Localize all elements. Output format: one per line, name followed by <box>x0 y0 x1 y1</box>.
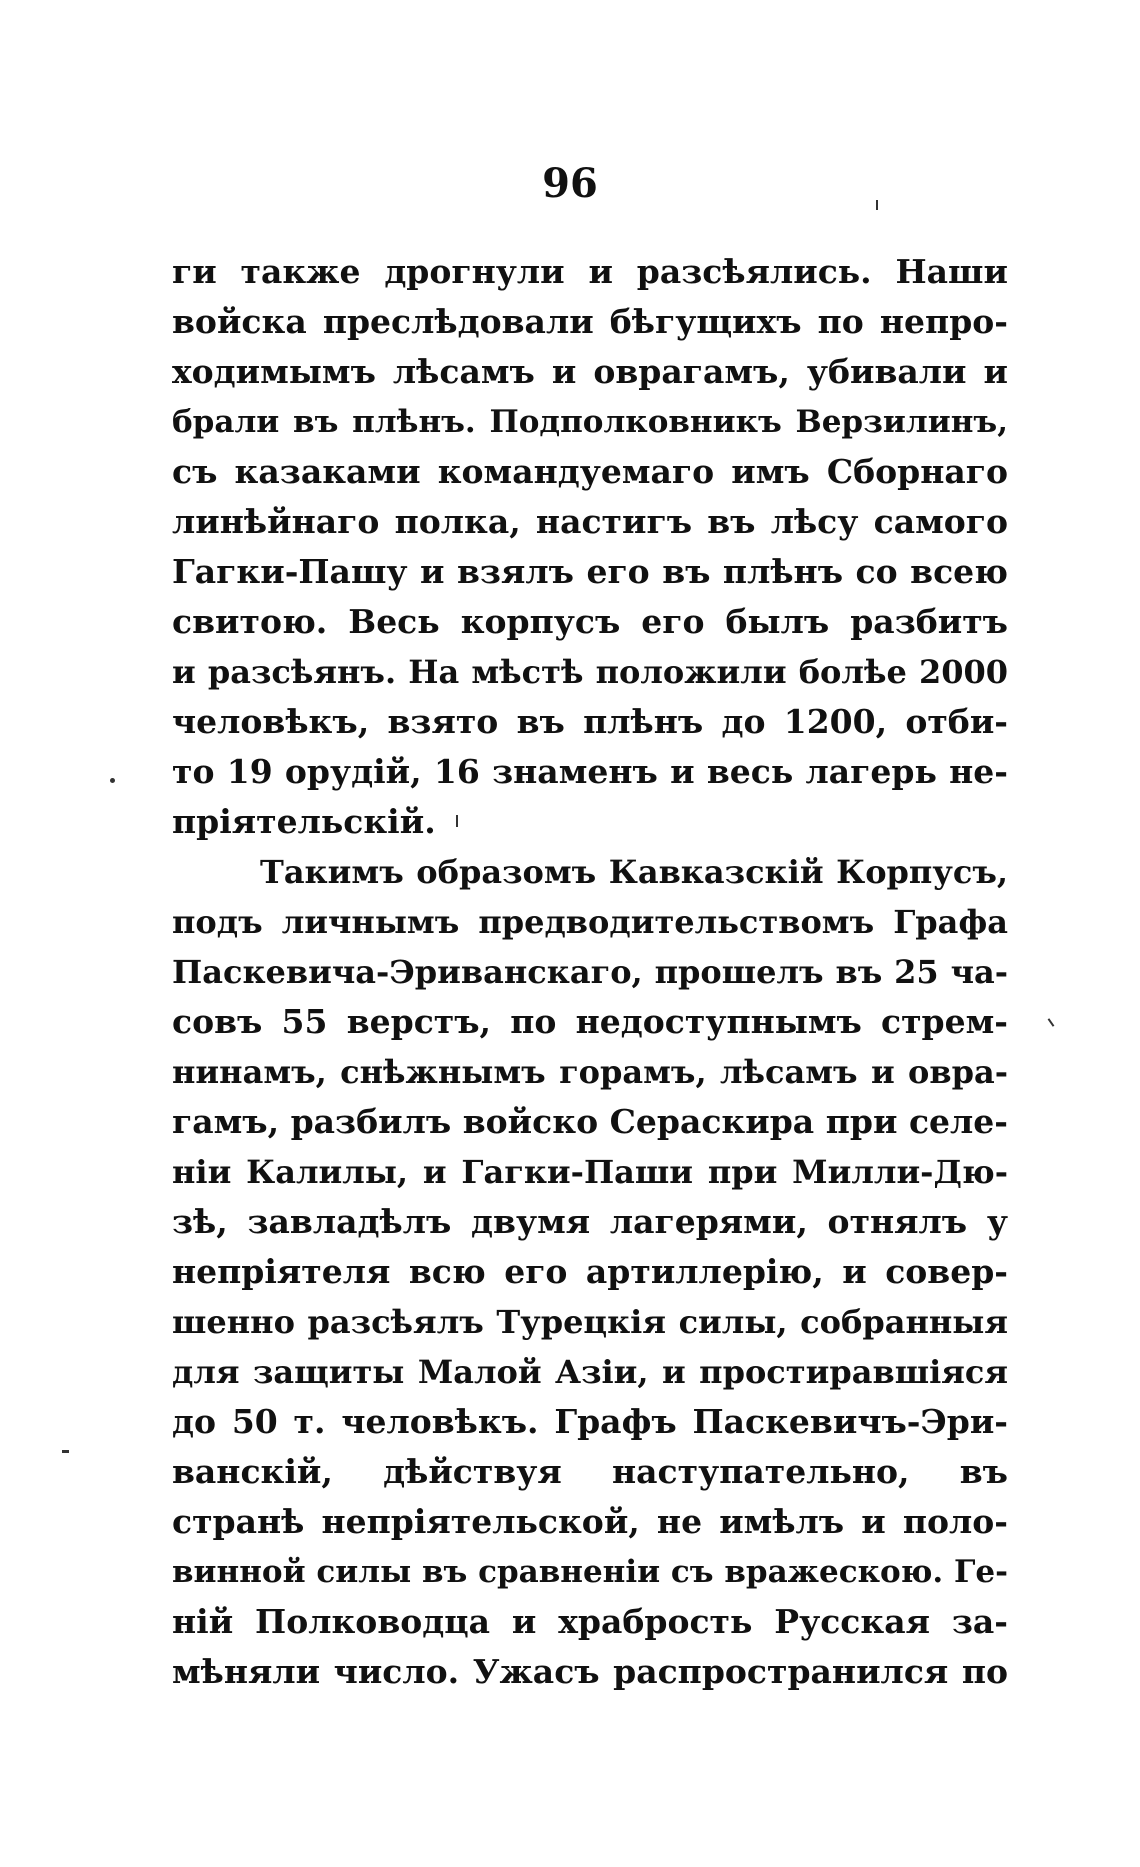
text-line: совъ 55 верстъ, по недоступнымъ стрем- <box>172 1002 1008 1041</box>
text-line: для защиты Малой Азіи, и простиравшіяся <box>172 1353 1008 1391</box>
page-number: 96 <box>542 160 598 207</box>
paragraph-1 <box>172 247 1008 847</box>
text-line: Гагки-Пашу и взялъ его въ плѣнъ со всею <box>172 552 1008 591</box>
text-line: ній Полководца и храбрость Русская за- <box>172 1602 1008 1641</box>
scan-speck <box>456 815 458 827</box>
text-line: непріятеля всю его артиллерію, и совер- <box>172 1252 1008 1291</box>
text-line: линѣйнаго полка, настигъ въ лѣсу самого <box>172 502 1008 541</box>
text-line: ніи Калилы, и Гагки-Паши при Милли-Дю- <box>172 1153 1008 1191</box>
scan-speck <box>876 200 878 210</box>
text-line: пріятельскій. <box>172 802 436 841</box>
scan-speck <box>62 1450 69 1453</box>
text-line: человѣкъ, взято въ плѣнъ до 1200, отби- <box>172 702 1008 741</box>
text-line: мѣняли число. Ужасъ распространился по <box>172 1652 1008 1691</box>
text-line: брали въ плѣнъ. Подполковникъ Верзилинъ, <box>172 404 1008 440</box>
scan-speck <box>110 778 115 783</box>
text-line: съ казаками командуемаго имъ Сборнаго <box>172 452 1008 491</box>
text-line: шенно разсѣялъ Турецкія силы, собранныя <box>172 1303 1008 1341</box>
body-text <box>172 247 1008 1697</box>
text-line: войска преслѣдовали бѣгущихъ по непро- <box>172 302 1008 341</box>
paragraph-2 <box>172 847 1008 1697</box>
text-line: нинамъ, снѣжнымъ горамъ, лѣсамъ и овра- <box>172 1053 1008 1091</box>
text-line: гамъ, разбилъ войско Сераскира при селе- <box>172 1102 1008 1141</box>
text-line: ги также дрогнули и разсѣялись. Наши <box>172 252 1008 291</box>
text-line: ходимымъ лѣсамъ и оврагамъ, убивали и <box>172 352 1008 391</box>
text-line: зѣ, завладѣлъ двумя лагерями, отнялъ у <box>172 1202 1008 1241</box>
text-line: и разсѣянъ. На мѣстѣ положили болѣе 2000 <box>172 653 1008 691</box>
text-line: подъ личнымъ предводительствомъ Графа <box>172 903 1008 941</box>
scan-speck <box>1048 1018 1055 1027</box>
text-line: ванскій, дѣйствуя наступательно, въ <box>172 1452 1008 1491</box>
text-line: Такимъ образомъ Кавказскій Корпусъ, <box>260 853 1008 891</box>
text-line: то 19 орудій, 16 знаменъ и весь лагерь не- <box>172 752 1008 791</box>
text-line: свитою. Весь корпусъ его былъ разбитъ <box>172 602 1008 641</box>
text-line: винной силы въ сравненіи съ вражескою. Ге- <box>172 1554 1009 1590</box>
text-line: Паскевича-Эриванскаго, прошелъ въ 25 ча- <box>172 953 1008 991</box>
text-line: странѣ непріятельской, не имѣлъ и поло- <box>172 1502 1008 1541</box>
text-line: до 50 т. человѣкъ. Графъ Паскевичъ-Эри- <box>172 1402 1008 1441</box>
